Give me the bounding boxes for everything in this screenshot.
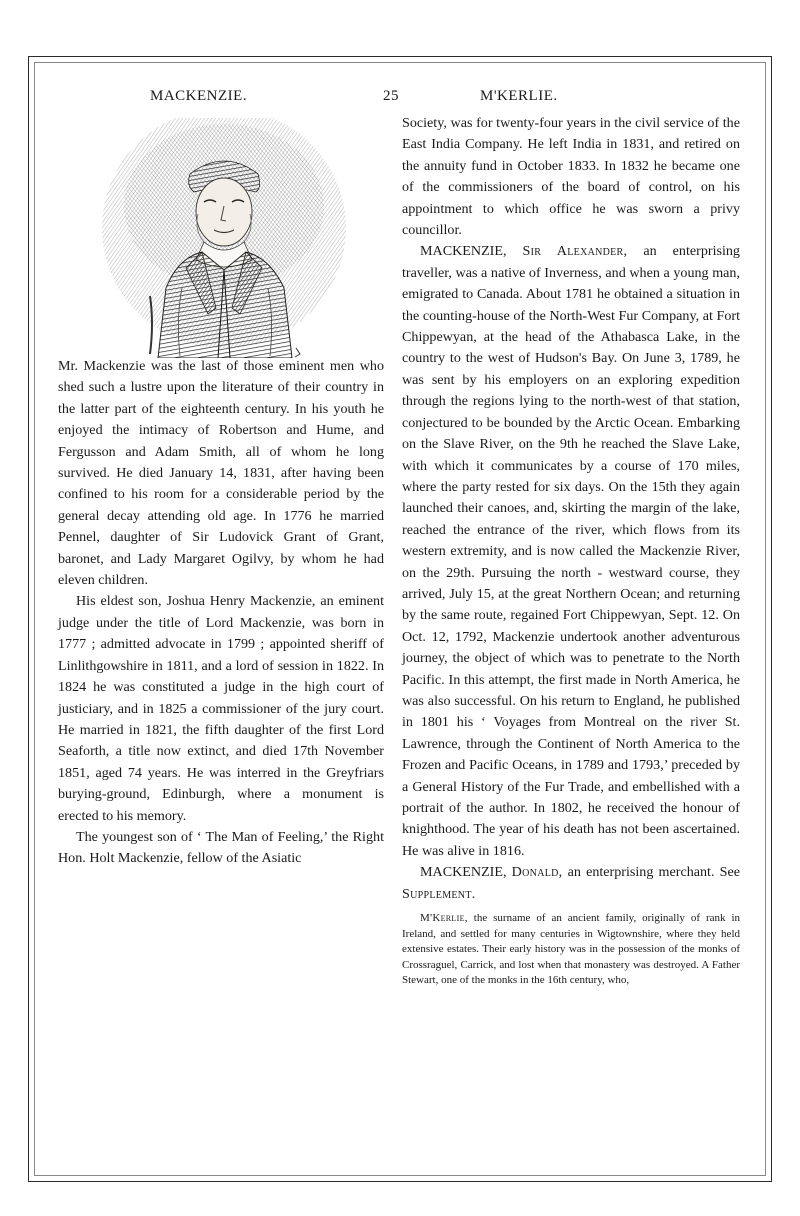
entry-alexander <box>402 241 740 862</box>
left-paragraph-2: His eldest son, Joshua Henry Mackenzie, an eminent judge under the title of Lord Mackenzie, was born in 1777 ; admitted advocate in 1799 ; appointed sheriff of Linlithgowshire in 1811, and a lord of session in 1822. In 1824 he was constituted a judge in the high court of justiciary, and in 1825 a commissioner of the jury court. He married in 1821, the fifth daughter of the first Lord Seaforth, a title now extinct, and died 17th November 1851, aged 74 years. He was interred in the Greyfriars burying-ground, Edinburgh, where a monument is erected to his memory. <box>58 593 384 824</box>
entry-donald-text: an enterprising merchant. See <box>567 864 740 881</box>
running-head-left: MACKENZIE. <box>150 88 248 104</box>
left-paragraph-1: Mr. Mackenzie was the last of those eminent men who shed such a lustre upon the literature of their country in the latter part of the eighteenth century. In his youth he enjoyed the intimacy of Robertson and Hume, and Fergusson and Adam Smith, all of whom he long survived. He died January 14, 1831, after having been confined to his room for a considerable period by the general decay attending old age. In 1776 he married Pennel, daughter of Sir Ludovick Grant of Grant, baronet, and Lady Margaret Ogilvy, by whom he had eleven children. <box>58 358 384 589</box>
entry-donald-head: MACKENZIE, <box>420 864 507 881</box>
portrait-engraving <box>58 118 384 358</box>
page-number: 25 <box>383 88 399 104</box>
entry-alexander-text: an enterprising traveller, was a native of Inverness, and when a young man, emigrated to Canada. About 1781 he obtained a situation in the counting-house of the North-West Fur Company, at Fort Chippewyan, at the head of the Athabasca Lake, in the country to the west of Hudson's Bay. On June 3, 1789, he was sent by his employers on an exploring expedition through the regions lying to the north-west of that station, conjectured to be bounded by the Arctic Ocean. Embarking on the Slave River, on the 9th he reached the Slave Lake, with which it communicates by a course of 170 miles, where the party rested for six days. On the 15th they again launched their canoes, and, skirting the margin of the lake, reached the entrance of the river, which flows from its western extremity, and is now called the Mackenzie River, on the 29th. Pursuing the north - westward course, they arrived, July 15, at the great Northern Ocean; and returning by the same route, regained Fort Chippewyan, Sept. 12. On Oct. 12, 1792, Mackenzie undertook another adventurous journey, the object of which was to penetrate to the North Pacific. In this attempt, the first made in North America, he was also successful. On his return to England, he published in 1801 his ‘ Voyages from Montreal on the river St. Lawrence, through the Continent of North America to the Frozen and Pacific Oceans, in 1789 and 1793,’ preceded by a General History of the Fur Trade, and embellished with a portrait of the author. In 1802, he received the honour of knighthood. The year of his death has not been ascertained. He was alive in 1816. <box>402 243 740 859</box>
running-head-right: M'KERLIE. <box>480 88 558 104</box>
left-paragraph-3: The youngest son of ‘ The Man of Feeling,’ the Right Hon. Holt Mackenzie, fellow of the Asiatic <box>58 828 384 867</box>
entry-alexander-head: MACKENZIE, <box>420 243 507 260</box>
entry-donald <box>402 862 740 905</box>
entry-alexander-name: Sir Alexander, <box>522 243 628 260</box>
entry-mkerlie-text: the surname of an ancient family, originally of rank in Ireland, and settled for many centuries in Wigtownshire, where they held extensive estates. Their early history was in the possession of the monks of Crossraguel, Carrick, and lost when that monastery was destroyed. A Father Stewart, one of the monks in the 16th century, who, <box>402 912 740 987</box>
right-paragraph-1: Society, was for twenty-four years in the civil service of the East India Company. He left India in 1831, and retired on the annuity fund in October 1833. In 1832 he became one of the commissioners of the board of control, on his appointment to which office he was sworn a privy councillor. <box>402 115 740 239</box>
right-column <box>402 113 740 989</box>
entry-mkerlie-head: M'Kerlie, <box>420 912 468 925</box>
entry-donald-name: Donald, <box>511 864 563 881</box>
entry-mkerlie <box>402 911 740 989</box>
running-head <box>40 88 760 108</box>
left-column <box>58 356 384 870</box>
entry-donald-ref: Supplement. <box>402 885 476 902</box>
